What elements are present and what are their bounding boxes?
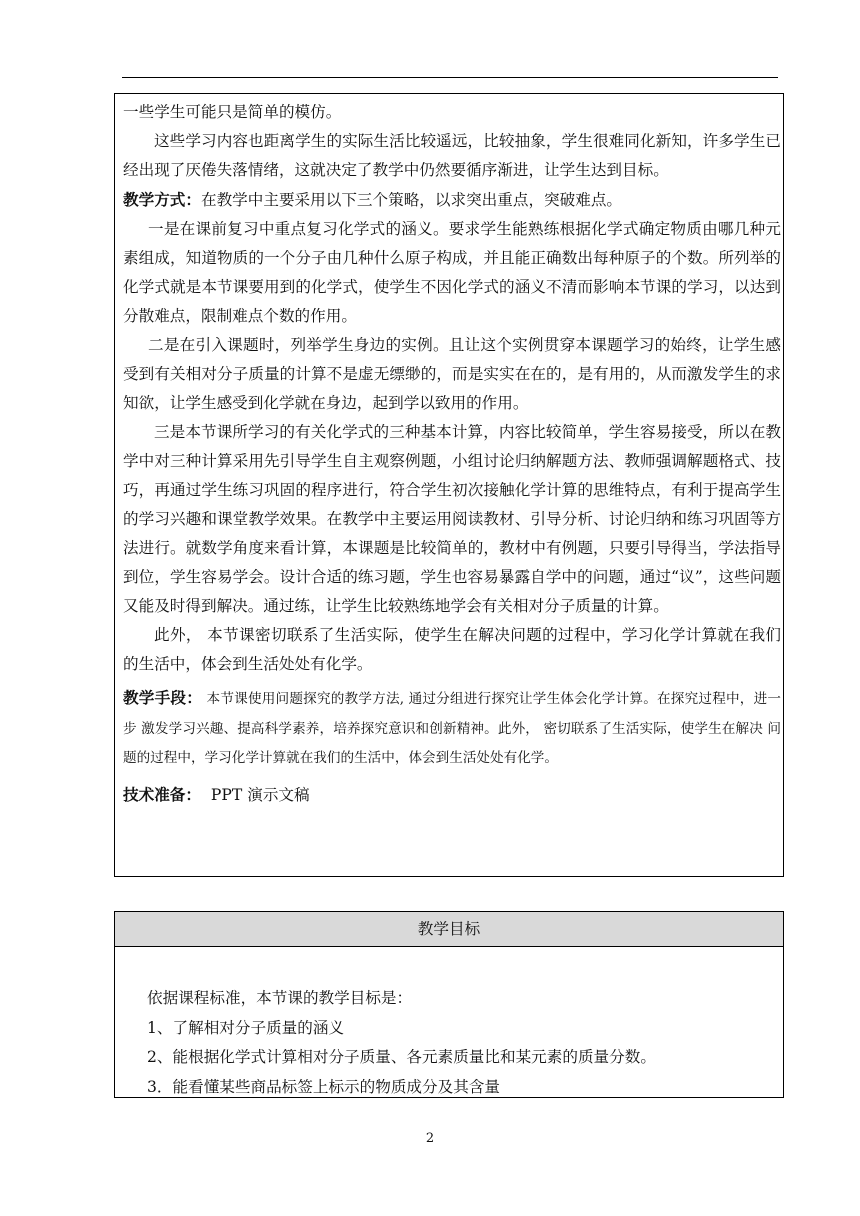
paragraph: 这些学习内容也距离学生的实际生活比较遥远，比较抽象，学生很难同化新知，许多学生已经出现了厌倦失落情绪，这就决定了教学中仍然要循序渐进，让学生达到目标。 <box>123 132 781 179</box>
teaching-goals-list <box>147 984 767 1102</box>
teaching-method-paragraph <box>123 185 781 215</box>
teaching-means-block <box>123 683 781 774</box>
paragraph: 一些学生可能只是简单的模仿。 <box>123 103 342 121</box>
teaching-method-box <box>114 93 784 877</box>
goal-item: 3．能看懂某些商品标签上标示的物质成分及其含量 <box>147 1077 500 1096</box>
goal-item: 1、了解相对分子质量的涵义 <box>147 1018 345 1037</box>
teaching-means-paragraph <box>123 683 781 774</box>
teaching-means-text: 本节课使用问题探究的教学方法, 通过分组进行探究让学生体会化学计算。在探究过程中，进一步 激发学习兴趣、提高科学素养，培养探究意识和创新精神。此外， 密切联系了生活实际，使学生在解决 问题的过程中，学习化学计算就在我们的生活中，体会到生活处处有化学。 <box>123 691 781 766</box>
tech-prep-label: 技术准备： <box>123 784 201 804</box>
goals-intro: 依据课程标准，本节课的教学目标是： <box>147 989 413 1007</box>
teaching-goals-box <box>114 911 784 1098</box>
teaching-means-label: 教学手段： <box>123 688 203 707</box>
tech-prep-line <box>123 780 781 810</box>
teaching-goals-header: 教学目标 <box>115 912 783 947</box>
header-rule <box>122 77 778 78</box>
page-number: 2 <box>425 1131 435 1146</box>
teaching-method-content <box>123 98 781 810</box>
strategy-one: 一是在课前复习中重点复习化学式的涵义。要求学生能熟练根据化学式确定物质由哪几种元素组成，知道物质的一个分子由几种什么原子构成，并且能正确数出每种原子的个数。所列举的化学式就是本节课要用到的化学式，使学生不因化学式的涵义不清而影响本节课的学习，以达到分散难点，限制难点个数的作用。 <box>123 220 781 325</box>
paragraph: 此外， 本节课密切联系了生活实际，使学生在解决问题的过程中，学习化学计算就在我们的生活中，体会到生活处处有化学。 <box>123 626 781 673</box>
strategy-two: 二是在引入课题时，列举学生身边的实例。且让这个实例贯穿本课题学习的始终，让学生感受到有关相对分子质量的计算不是虚无缥缈的，而是实实在在的，是有用的，从而激发学生的求知欲，让学生感受到化学就在身边，起到学以致用的作用。 <box>123 336 781 412</box>
teaching-method-label: 教学方式： <box>123 190 201 209</box>
teaching-method-text: 在教学中主要采用以下三个策略，以求突出重点，突破难点。 <box>200 191 623 209</box>
tech-prep-text: PPT 演示文稿 <box>210 785 310 804</box>
strategy-three: 三是本节课所学习的有关化学式的三种基本计算，内容比较简单，学生容易接受，所以在教学中对三种计算采用先引导学生自主观察例题，小组讨论归纳解题方法、教师强调解题格式、技巧，再通过学生练习巩固的程序进行，符合学生初次接触化学计算的思维特点，有利于提高学生的学习兴趣和课堂教学效果。在教学中主要运用阅读教材、引导分析、讨论归纳和练习巩固等方法进行。就数学角度来看计算，本课题是比较简单的，教材中有例题，只要引导得当，学法指导到位，学生容易学会。设计合适的练习题，学生也容易暴露自学中的问题，通过“议”，这些问题又能及时得到解决。通过练，让学生比较熟练地学会有关相对分子质量的计算。 <box>123 423 781 615</box>
goal-item: 2、能根据化学式计算相对分子质量、各元素质量比和某元素的质量分数。 <box>147 1048 656 1066</box>
